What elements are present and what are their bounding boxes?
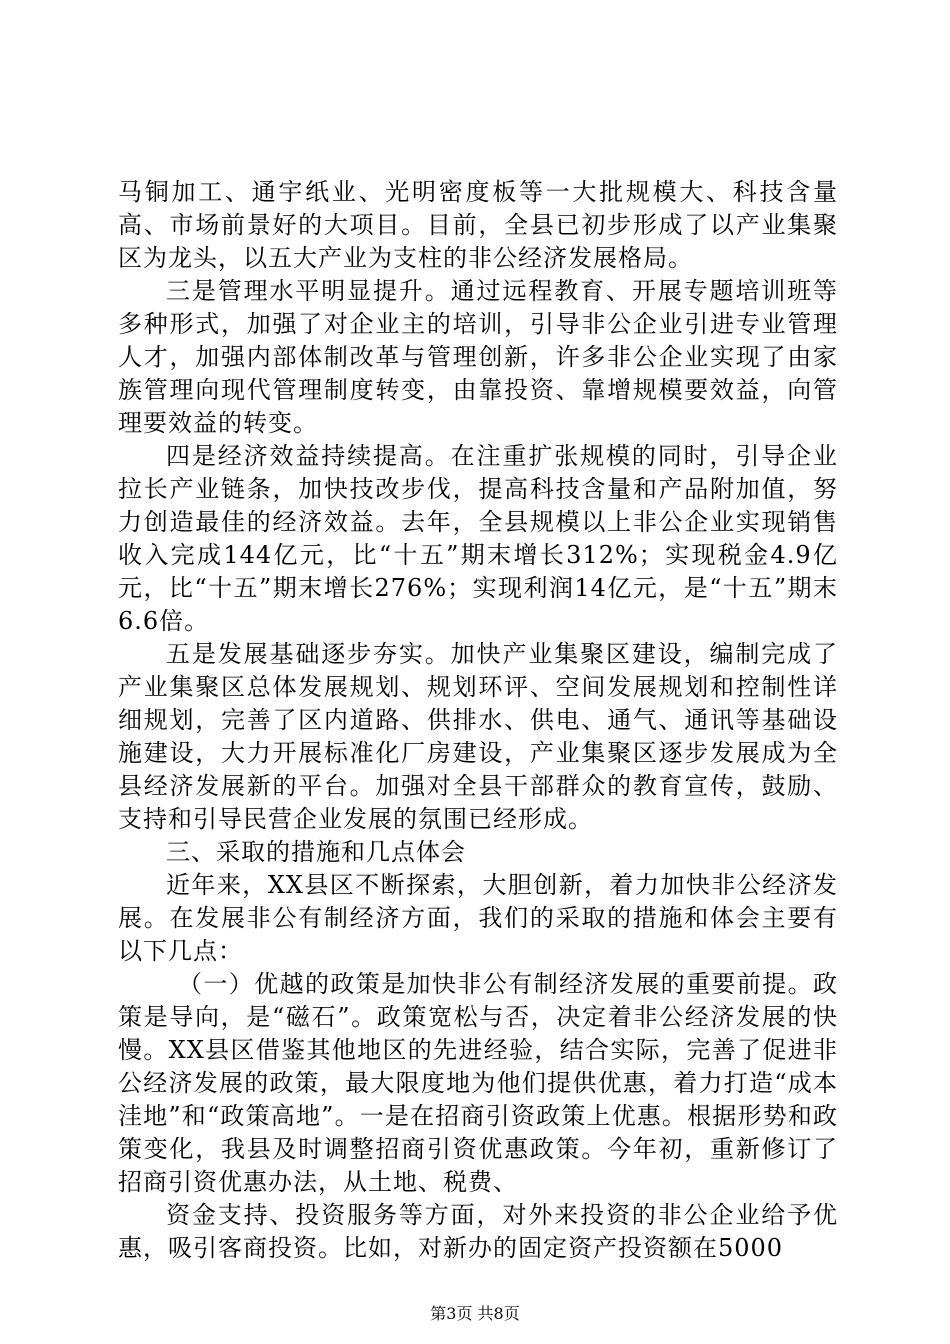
section-heading: 三、采取的措施和几点体会 [166, 838, 466, 866]
paragraph-2: 三是管理水平明显提升。通过远程教育、开展专题培训班等多种形式，加强了对企业主的培训，引导非公企业引进专业管理人才，加强内部体制改革与管理创新，许多非公企业实现了由家族管理向现代管理制度转变，由靠投资、靠增规模要效益，向管理要效益的转变。 [118, 277, 838, 437]
paragraph-1: 马铜加工、通宇纸业、光明密度板等一大批规模大、科技含量高、市场前景好的大项目。目前，全县已初步形成了以产业集聚区为龙头，以五大产业为支柱的非公经济发展格局。 [118, 178, 838, 272]
paragraph-7: 资金支持、投资服务等方面，对外来投资的非公企业给予优惠，吸引客商投资。比如，对新办的固定资产投资额在5000 [118, 1201, 838, 1262]
document-body [118, 176, 838, 1265]
page-number-text: 第3页 共8页 [430, 1304, 520, 1323]
paragraph-5: 近年来，XX县区不断探索，大胆创新，着力加快非公经济发展。在发展非公有制经济方面，我们的采取的措施和体会主要有以下几点： [118, 871, 838, 965]
page-footer [0, 1304, 950, 1324]
paragraph-3: 四是经济效益持续提高。在注重扩张规模的同时，引导企业拉长产业链条，加快技改步伐，提高科技含量和产品附加值，努力创造最佳的经济效益。去年，全县规模以上非公企业实现销售收入完成144亿元，比“十五”期末增长312%；实现税金4.9亿元，比“十五”期末增长276%；实现利润14亿元，是“十五”期末6.6倍。 [118, 442, 838, 635]
paragraph-4: 五是发展基础逐步夯实。加快产业集聚区建设，编制完成了产业集聚区总体发展规划、规划环评、空间发展规划和控制性详细规划，完善了区内道路、供排水、供电、通气、通讯等基础设施建设，大力开展标准化厂房建设，产业集聚区逐步发展成为全县经济发展新的平台。加强对全县干部群众的教育宣传，鼓励、支持和引导民营企业发展的氛围已经形成。 [118, 640, 838, 833]
paragraph-6: （一）优越的政策是加快非公有制经济发展的重要前提。政策是导向，是“磁石”。政策宽松与否，决定着非公经济发展的快慢。XX县区借鉴其他地区的先进经验，结合实际，完善了促进非公经济发展的政策，最大限度地为他们提供优惠，着力打造“成本洼地”和“政策高地”。一是在招商引资政策上优惠。根据形势和政策变化，我县及时调整招商引资优惠政策。今年初，重新修订了招商引资优惠办法，从土地、税费、 [118, 970, 838, 1196]
